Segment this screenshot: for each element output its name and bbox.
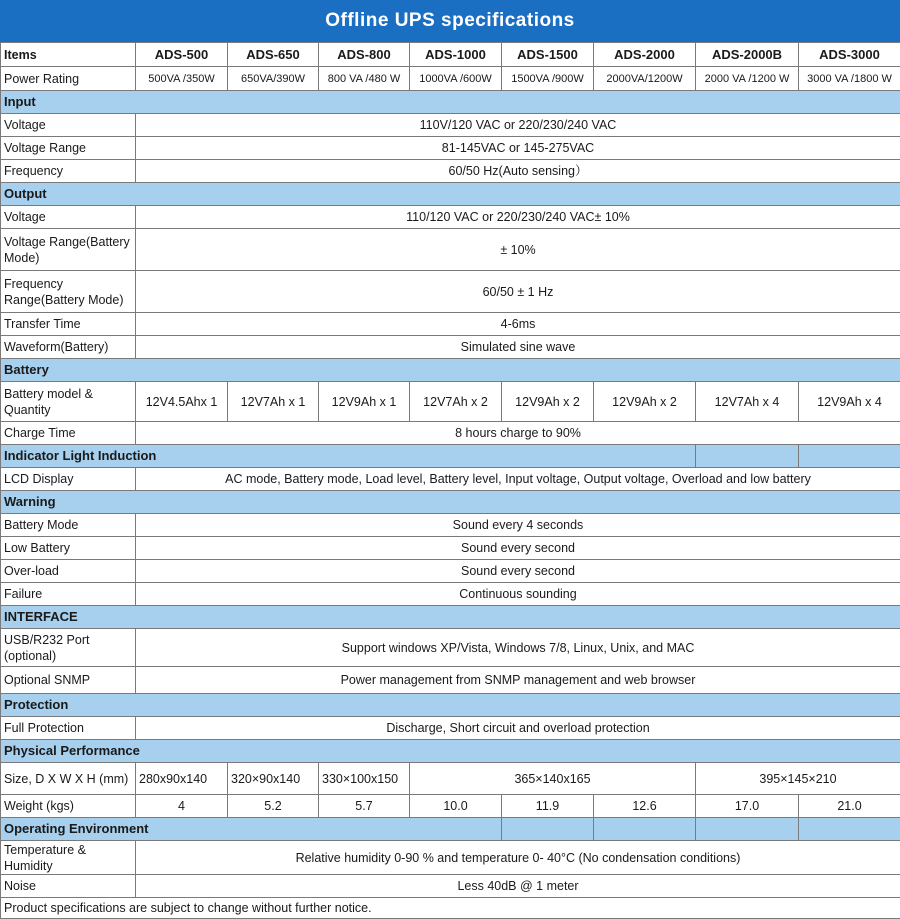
cell-value: 12V4.5Ahx 1 [136,382,228,422]
row-label: Optional SNMP [1,667,136,694]
footnote: Product specifications are subject to change without further notice. [1,898,900,919]
cell-value: Power management from SNMP management and web browser [136,667,900,694]
row-label: Waveform(Battery) [1,336,136,359]
row-label-line: Temperature & [4,842,132,858]
cell-value: 2000 VA /1200 W [696,67,799,91]
row-label: Over-load [1,560,136,583]
model-header: ADS-2000 [594,43,696,67]
section-row [1,740,900,763]
cell-value: 10.0 [410,795,502,818]
cell-value: 12.6 [594,795,696,818]
row-label: Full Protection [1,717,136,740]
cell-value: 60/50 ± 1 Hz [136,271,900,313]
cell-value: ± 10% [136,229,900,271]
cell-value: Sound every second [136,537,900,560]
section-title-interface: INTERFACE [1,606,900,629]
cell-value: 110V/120 VAC or 220/230/240 VAC [136,114,900,137]
cell-value: Less 40dB @ 1 meter [136,875,900,898]
row-label: Battery Mode [1,514,136,537]
table-row [1,206,900,229]
table-row [1,137,900,160]
table-row [1,514,900,537]
row-label-line: Quantity [4,402,132,418]
cell-value: 280x90x140 [136,763,228,795]
cell-value: Sound every 4 seconds [136,514,900,537]
table-row [1,667,900,694]
cell-value: 4 [136,795,228,818]
spec-table [0,42,900,919]
cell-value: 17.0 [696,795,799,818]
cell-value: Support windows XP/Vista, Windows 7/8, Linux, Unix, and MAC [136,629,900,667]
row-label: Low Battery [1,537,136,560]
table-row [1,795,900,818]
items-header: Items [1,43,136,67]
table-row [1,468,900,491]
row-label [1,382,136,422]
section-row [1,91,900,114]
cell-value: 81-145VAC or 145-275VAC [136,137,900,160]
row-label-line: Humidity [4,858,132,874]
table-row [1,160,900,183]
row-label-line: Frequency [4,276,132,292]
section-blank-cell [696,445,799,468]
row-label-line: USB/R232 Port [4,632,132,648]
section-row [1,606,900,629]
cell-value: 12V9Ah x 4 [799,382,900,422]
section-blank-cell [799,818,900,841]
table-row [1,336,900,359]
model-header: ADS-500 [136,43,228,67]
row-label: Failure [1,583,136,606]
model-header: ADS-1000 [410,43,502,67]
row-label-line: (optional) [4,648,132,664]
row-label [1,271,136,313]
cell-value: 650VA/390W [228,67,319,91]
row-label [1,629,136,667]
model-header: ADS-800 [319,43,410,67]
cell-value: 330×100x150 [319,763,410,795]
model-header: ADS-2000B [696,43,799,67]
table-row [1,271,900,313]
section-row [1,445,900,468]
cell-value: 11.9 [502,795,594,818]
table-row [1,560,900,583]
cell-value: 12V9Ah x 2 [502,382,594,422]
table-row [1,114,900,137]
cell-value: 12V9Ah x 1 [319,382,410,422]
section-row [1,818,900,841]
section-blank-cell [696,818,799,841]
row-label: Charge Time [1,422,136,445]
model-header: ADS-650 [228,43,319,67]
page-title: Offline UPS specifications [0,0,900,42]
section-title-environment: Operating Environment [1,818,502,841]
cell-value: 21.0 [799,795,900,818]
cell-value: 395×145×210 [696,763,900,795]
section-title-physical: Physical Performance [1,740,900,763]
row-label: Weight (kgs) [1,795,136,818]
cell-value: 2000VA/1200W [594,67,696,91]
table-row [1,875,900,898]
table-row [1,763,900,795]
section-title-output: Output [1,183,900,206]
cell-value: 800 VA /480 W [319,67,410,91]
cell-value: 1500VA /900W [502,67,594,91]
table-row [1,229,900,271]
model-header: ADS-3000 [799,43,900,67]
cell-value: Discharge, Short circuit and overload protection [136,717,900,740]
cell-value: Sound every second [136,560,900,583]
footnote-row [1,898,900,919]
cell-value: 500VA /350W [136,67,228,91]
row-label: Voltage [1,114,136,137]
section-blank-cell [502,818,594,841]
cell-value: 12V7Ah x 4 [696,382,799,422]
header-row [1,43,900,67]
row-label: LCD Display [1,468,136,491]
cell-value: 3000 VA /1800 W [799,67,900,91]
row-label: Voltage Range [1,137,136,160]
section-blank-cell [799,445,900,468]
table-row [1,382,900,422]
row-label [1,841,136,875]
row-label: Power Rating [1,67,136,91]
table-row [1,629,900,667]
cell-value: 110/120 VAC or 220/230/240 VAC± 10% [136,206,900,229]
row-label: Noise [1,875,136,898]
cell-value: 1000VA /600W [410,67,502,91]
section-blank-cell [594,818,696,841]
table-row [1,717,900,740]
row-label-line: Voltage Range(Battery [4,234,132,250]
cell-value: 5.2 [228,795,319,818]
section-title-input: Input [1,91,900,114]
cell-value: Continuous sounding [136,583,900,606]
cell-value: 12V7Ah x 1 [228,382,319,422]
section-row [1,183,900,206]
section-title-indicator: Indicator Light Induction [1,445,696,468]
section-row [1,359,900,382]
row-label-line: Mode) [4,250,132,266]
cell-value: 4-6ms [136,313,900,336]
cell-value: 60/50 Hz(Auto sensing） [136,160,900,183]
table-row [1,313,900,336]
cell-value: 12V9Ah x 2 [594,382,696,422]
row-label: Voltage [1,206,136,229]
cell-value: AC mode, Battery mode, Load level, Battery level, Input voltage, Output voltage, Overload and low battery [136,468,900,491]
cell-value: 320×90x140 [228,763,319,795]
cell-value: 12V7Ah x 2 [410,382,502,422]
section-title-battery: Battery [1,359,900,382]
row-label: Frequency [1,160,136,183]
cell-value: Simulated sine wave [136,336,900,359]
table-row [1,537,900,560]
row-label-line: Range(Battery Mode) [4,292,132,308]
section-title-warning: Warning [1,491,900,514]
cell-value: 8 hours charge to 90% [136,422,900,445]
cell-value: 365×140x165 [410,763,696,795]
section-title-protection: Protection [1,694,900,717]
row-label: Size, D X W X H (mm) [1,763,136,795]
table-row [1,422,900,445]
section-row [1,694,900,717]
cell-value: 5.7 [319,795,410,818]
table-row [1,583,900,606]
power-rating-row [1,67,900,91]
cell-value: Relative humidity 0-90 % and temperature 0- 40°C (No condensation conditions) [136,841,900,875]
section-row [1,491,900,514]
row-label-line: Battery model & [4,386,132,402]
model-header: ADS-1500 [502,43,594,67]
row-label: Transfer Time [1,313,136,336]
table-row [1,841,900,875]
row-label [1,229,136,271]
